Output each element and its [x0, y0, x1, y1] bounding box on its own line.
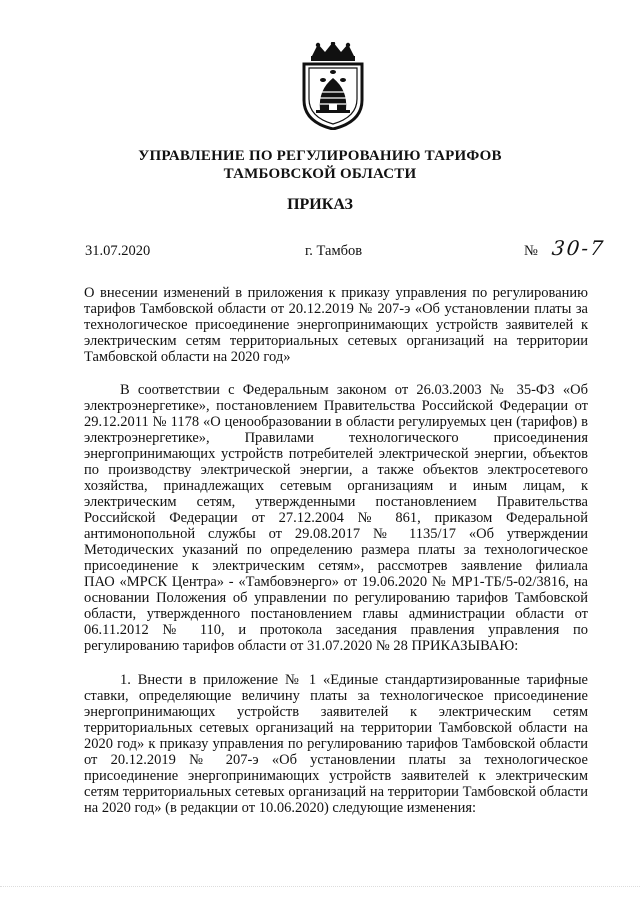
paragraph-line: антимонопольной службы от 29.08.2017 № 1135/17 «Об утверждении: [84, 526, 588, 542]
paragraph-line: сетям территориальных сетевых организаций на территории Тамбовской области: [84, 784, 588, 800]
document-type-title: ПРИКАЗ: [287, 196, 353, 213]
subject-line: О внесении изменений в приложения к приказу управления по регулированию: [84, 285, 588, 301]
paragraph-line: энергопринимающих устройств заявителей к электрическим сетям: [84, 704, 588, 720]
paragraph-line: 06.11.2012 № 110, и протокола заседания правления управления по: [84, 622, 588, 638]
document-date: 31.07.2020: [85, 243, 151, 259]
paragraph-line: электроэнергетике», Правилами технологического присоединения: [84, 430, 588, 446]
document-city: г. Тамбов: [305, 243, 363, 259]
paragraph-line: Российской Федерации от 27.12.2004 № 861, приказом Федеральной: [84, 510, 588, 526]
paragraph-line: электрическим сетям, утвержденными постановлением Правительства: [84, 494, 588, 510]
paragraph-line: основании Положения об управлении по регулированию тарифов Тамбовской: [84, 590, 588, 606]
paragraph-line: присоединение к электрическим сетям», рассмотрев заявление филиала: [84, 558, 588, 574]
paragraph-line: области, утвержденного постановлением главы администрации области от: [84, 606, 588, 622]
document-number-label: №: [524, 243, 538, 259]
paragraph-line: территориальных сетевых организаций на территории Тамбовской области на: [84, 720, 588, 736]
org-name-line-1: УПРАВЛЕНИЕ ПО РЕГУЛИРОВАНИЮ ТАРИФОВ: [138, 148, 502, 164]
paragraph-line: ПАО «МРСК Центра» - «Тамбовэнерго» от 19.06.2020 № МР1-ТБ/5-02/3816, на: [84, 574, 588, 590]
paragraph-line: 29.12.2011 № 1178 «О ценообразовании в области регулируемых цен (тарифов) в: [84, 414, 588, 430]
paragraph-line: энергопринимающих устройств потребителей электрической энергии, объектов: [84, 446, 588, 462]
subject-line: технологическое присоединение энергопринимающих устройств заявителей к: [84, 317, 588, 333]
paragraph-line: В соответствии с Федеральным законом от 26.03.2003 № 35-ФЗ «Об: [120, 382, 588, 398]
clause-1-paragraph: [84, 672, 588, 816]
paragraph-line: Методических указаний по определению размера платы за технологическое: [84, 542, 588, 558]
subject-block: [84, 285, 588, 365]
document-number-handwritten: 30-7: [550, 236, 607, 260]
paragraph-line: присоединение энергопринимающих устройств заявителей к электрическим: [84, 768, 588, 784]
tambov-coat-of-arms-icon: [298, 42, 368, 130]
paragraph-line: от 20.12.2019 № 207-э «Об установлении платы за технологическое: [84, 752, 588, 768]
paragraph-line: регулированию тарифов области от 31.07.2020 № 28 ПРИКАЗЫВАЮ:: [84, 638, 519, 654]
subject-line: электрическим сетям территориальных сетевых организаций на территории: [84, 333, 588, 349]
paragraph-line: 2020 год» к приказу управления по регулированию тарифов Тамбовской области: [84, 736, 588, 752]
scan-edge-artifact: [0, 886, 640, 888]
paragraph-line: ставки, определяющие величину платы за технологическое присоединение: [84, 688, 588, 704]
org-name-line-2: ТАМБОВСКОЙ ОБЛАСТИ: [223, 166, 417, 182]
subject-line: Тамбовской области на 2020 год»: [84, 349, 291, 365]
subject-line: тарифов Тамбовской области от 20.12.2019 № 207-э «Об установлении платы за: [84, 301, 588, 317]
paragraph-line: электроэнергетике», постановлением Правительства Российской Федерации от: [84, 398, 588, 414]
paragraph-line: по производству электрической энергии, а также объектов электросетевого: [84, 462, 588, 478]
paragraph-line: 1. Внести в приложение № 1 «Единые стандартизированные тарифные: [120, 672, 588, 688]
preamble-paragraph: [84, 382, 588, 654]
paragraph-line: хозяйства, принадлежащих сетевым организациям и иным лицам, к: [84, 478, 588, 494]
paragraph-line: на 2020 год» (в редакции от 10.06.2020) следующие изменения:: [84, 800, 477, 816]
